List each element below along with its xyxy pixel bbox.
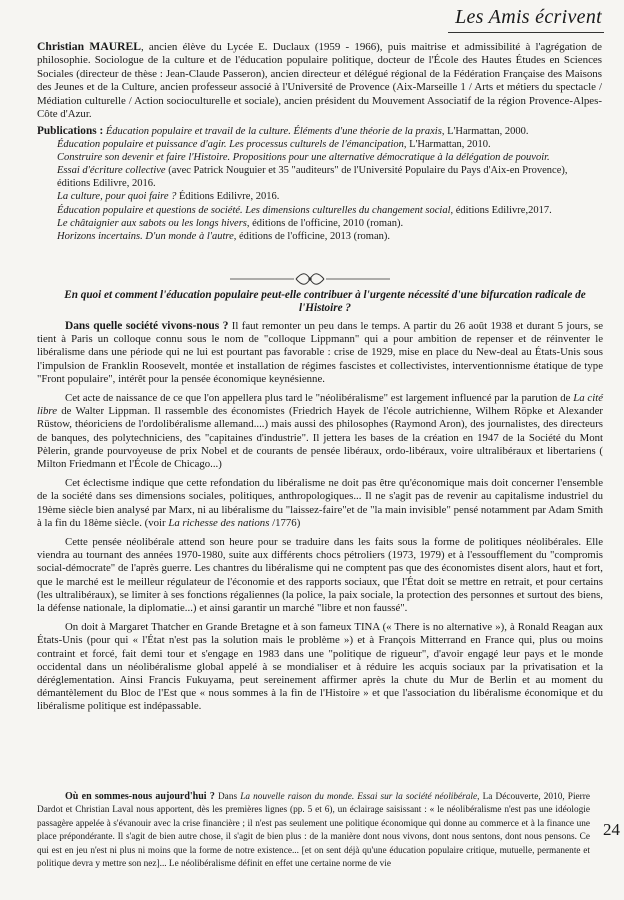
- pub-title: Éducation populaire et travail de la culture. Éléments d'une théorie de la praxis: [105, 126, 442, 137]
- pub-info: , éditions Edilivre,2017.: [450, 204, 552, 216]
- divider-ornament-icon: [230, 270, 390, 288]
- pub-info: , éditions de l'officine, 2010 (roman).: [246, 217, 404, 229]
- book-title: La richesse des nations: [168, 516, 270, 529]
- pub-info: (avec Patrick Nouguier et 35 "auditeurs" de l'Université Populaire du Pays d'Aix-en Provence), éditions Edilivre, 2016.: [57, 165, 568, 190]
- publications-list: [37, 125, 602, 243]
- page-number: 24: [603, 820, 620, 839]
- paragraph: [37, 392, 603, 471]
- paragraph-text: , La Découverte, 2010, Pierre Dardot et Christian Laval nous apportent, dès les premières lignes (pp. 5 et 6), un éclairage saisissant : « le néolibéralisme n'est pas une idéologie passagère appelée à s'évanouir avec la crise financière ; il n'est pas seulement une politique économique qui donne au commerce et à la finance une place prépondérante. Il s'agit de bien autre chose, il s'agit de bien plus : de la manière dont nous vivons, dont nous sentons, dont nous pensons. Ce qui est en jeu n'est ni plus ni moins que la forme de notre existence... [et on sent déjà qu'une éducation populaire critique, mutuelle, permanente et politique devra y mettre son nez]... Le néolibéralisme définit en effet une certaine norme de vie: [37, 792, 590, 870]
- paragraph-text: Dans: [214, 792, 241, 802]
- pub-title: Essai d'écriture collective: [57, 165, 166, 177]
- paragraph-text: Il faut remonter un peu dans le temps. A partir du 26 août 1938 et durant 5 jours, se tient à Paris un colloque connu sous le nom de "colloque Lippmann" qui a pour ambition de repenser et de réinventer le libéralisme dans une période qui ne lui est pourtant pas favorable : crise de 1929, mise en place du New-deal au États-Unis sous l'impulsion de Franklin Roosevelt, montée et installation de régimes fascistes et collectivistes, interventionnisme étatique de type "Front populaire", intérêt pour la pensée économique keynésienne.: [37, 320, 604, 385]
- author-bio: [37, 40, 602, 121]
- publications-title: Publications :: [37, 125, 104, 137]
- paragraph: On doit à Margaret Thatcher en Grande Bretagne et à son fameux TINA (« There is no alternative »), à Ronald Reagan aux États-Unis (pour qui « l'État n'est pas la solution mais le problème ») et à François Mitterrand en France qui, plus ou moins contraint et forcé, fait demi tour et s'engage en 1983 dans une "politique de rigueur", d'avoir engagé leur pays et le monde occidental dans un néolibéralisme global appelé à se mondialiser et à réduire les acquis sociaux par la privatisation et la déréglementation. Ainsi Francis Fukuyama, peut sereinement affirmer après la chute du Mur de Berlin et au moment du démantèlement du Bloc de l'Est que « nous sommes à la fin de l'Histoire » et que l'association du libéralisme économique et du libéralisme politique est indépassable.: [37, 621, 603, 713]
- pub-title: Le châtaignier aux sabots ou les longs hivers: [57, 217, 247, 229]
- pub-title: Éducation populaire et questions de société. Les dimensions culturelles du changement social: [57, 204, 451, 216]
- paragraph-lead: Où en sommes-nous aujourd'hui ?: [65, 791, 215, 802]
- header-rule: [448, 32, 604, 33]
- paragraph-text: /1776): [269, 516, 301, 529]
- closing-paragraph: [37, 790, 590, 871]
- book-title: La nouvelle raison du monde. Essai sur la société néolibérale: [240, 792, 478, 802]
- pub-info: , éditions de l'officine, 2013 (roman).: [233, 230, 391, 242]
- section-question: En quoi et comment l'éducation populaire peut-elle contribuer à l'urgente nécessité d'une bifurcation radicale de l'Histoire ?: [64, 289, 586, 315]
- article-body: [37, 320, 603, 720]
- book-title: La cité libre: [37, 392, 603, 418]
- pub-title: Éducation populaire et puissance d'agir. Les processus culturels de l'émancipation: [57, 139, 404, 151]
- pub-title: La culture, pour quoi faire ?: [57, 191, 177, 203]
- paragraph: [37, 320, 603, 386]
- paragraph-text: Cet acte de naissance de ce que l'on appellera plus tard le "néolibéralisme" est largement influencé par la parution de: [65, 392, 574, 405]
- paragraph-lead: Dans quelle société vivons-nous ?: [65, 320, 229, 332]
- running-head: Les Amis écrivent: [455, 6, 602, 28]
- author-name: Christian MAUREL: [37, 40, 141, 53]
- bio-text: , ancien élève du Lycée E. Duclaux (1959 - 1966), puis maitrise et admissibilité à l'agrégation de philosophie. Sociologue de la culture et de l'éducation populaire politique, docteur de l'École des Hautes Études en Sciences Sociales (directeur de thèse : Jean-Claude Passeron), ancien directeur et délégué régional de la Fédération Française des Maisons des Jeunes et de la Culture, ancien professeur associé à l'Université de Provence (Aix-Marseille 1 / Arts et métiers du spectacle / Médiation culturelle / Action socioculturelle et sociale), ancien président du Mouvement Associatif de la région Provence-Alpes-Côte d'Azur.: [37, 41, 602, 121]
- paragraph-text: de Walter Lippman. Il rassemble des économistes (Friedrich Hayek de l'école autrichienne, Wilhem Röpke et Alexander Rüstow, théoriciens de l'ordolibéralisme allemand....) mais aussi des philosophes (Raymond Aron), des journalistes, des directeurs de banques, des polytechniciens, des "capitaines d'industrie". Il jettera les bases de la création en 1947 de la Société du Mont Pèlerin, grande pourvoyeuse de prix Nobel et de courants de pensée libéraux, ordo-libéraux, voire ultralibéraux et libertariens ( Milton Friedmann et l'École de Chicago...): [37, 405, 603, 471]
- paragraph: [37, 477, 603, 530]
- pub-info: Éditions Edilivre, 2016.: [176, 191, 280, 203]
- paragraph: Cette pensée néolibérale attend son heure pour se traduire dans les faits sous la forme de politiques néolibérales. Elle viendra au tournant des années 1970-1980, suite aux différents chocs pétroliers (1973, 1979) et à l'essoufflement du "compromis social-démocrate" de l'après guerre. Les chantres du libéralisme qui ne comptent pas que des économistes disent alors, haut et fort, que le marché est le meilleur régulateur de l'économie et des rapports sociaux, que l'État doit se mettre en retrait, et pour certains (les ultralibéraux), se limiter à ses fonctions régaliennes (la police, la paix sociale, la protection des personnes et surtout des biens, la défense nationale, la diplomatie...) et ainsi garantir un marché "libre et non faussé".: [37, 536, 603, 615]
- pub-title: Construire son devenir et faire l'Histoire. Propositions pour une alternative démocratique à la délégation de pouvoir.: [57, 152, 550, 164]
- pub-title: Horizons incertains. D'un monde à l'autre: [57, 230, 234, 242]
- pub-info: , L'Harmattan, 2010.: [403, 139, 491, 151]
- paragraph-text: Cet éclectisme indique que cette refondation du libéralisme ne doit pas être qu'économique mais doit concerner l'ensemble de la société dans ses dimensions sociales, politiques, anthropologiques... Il ne s'agit pas de revenir au capitalisme industriel du 19ème siècle bien analysé par Marx, ni au libéralisme du "laissez-faire"et de "la main invisible" pensé notamment par Adam Smith à la fin du 18ème siècle. (voir: [37, 477, 603, 529]
- pub-info: , L'Harmattan, 2000.: [441, 126, 529, 137]
